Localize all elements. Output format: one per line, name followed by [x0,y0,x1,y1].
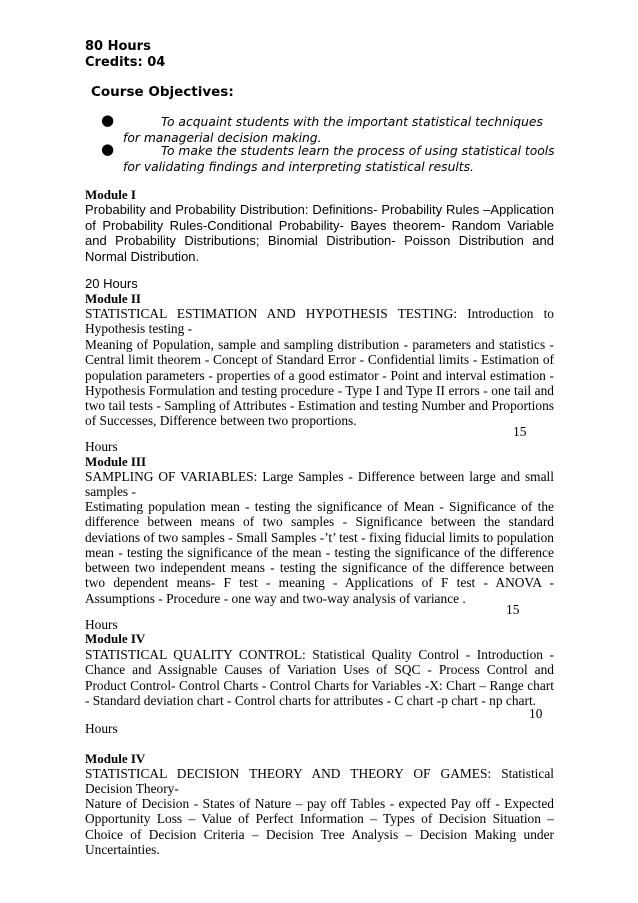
module-5-heading: STATISTICAL DECISION THEORY AND THEORY OF GAMES: Statistical Decision Theory- [85,766,554,797]
module-3-hours-number: 15 [506,602,520,617]
bullet-icon: ● [101,111,115,129]
total-hours: 80 Hours [85,39,151,54]
module-1-body: Probability and Probability Distribution: Definitions- Probability Rules –Application of Probability Rules-Conditional Probability- Bayes theorem- Random Variable and Probability Distributions; Binomial Distribution- Poisson Distribution and Normal Distribution. [85,202,554,264]
module-3-title: Module III [85,454,147,469]
course-objectives-title: Course Objectives: [91,84,234,100]
module-4-body: STATISTICAL QUALITY CONTROL: Statistical Quality Control - Introduction - Chance and Assignable Causes of Variation Uses of SQC - Process Control and Product Control- Control Charts - Control Charts for Variables -X: Chart – Range chart - Standard deviation chart - Control charts for attributes - C chart -p chart - np chart. [85,647,554,708]
objective-item: To acquaint students with the important statistical techniques for managerial decision making. [123,115,543,145]
objective-item: To make the students learn the process of using statistical tools for validating findings and interpreting statistical results. [123,144,555,174]
credits: Credits: 04 [85,55,166,70]
module-3-heading: SAMPLING OF VARIABLES: Large Samples - Difference between large and small samples - [85,469,554,500]
module-1-hours: 20 Hours [85,276,138,291]
module-4-title: Module IV [85,631,146,646]
module-1-title: Module I [85,187,136,202]
bullet-icon: ● [101,140,115,158]
module-2-hours-label: Hours [85,439,118,454]
module-2-title: Module II [85,291,141,306]
module-5-title: Module IV [85,751,146,766]
module-4-hours-number: 10 [529,706,543,721]
module-2-body: Meaning of Population, sample and sampling distribution - parameters and statistics - Central limit theorem - Concept of Standard Error - Confidential limits - Estimation of population parameters - properties of a good estimator - Point and interval estimation - Hypothesis Formulation and testing procedure - Type I and Type II errors - one tail and two tail tests - Sampling of Attributes - Estimation and testing Number and Proportions of Successes, Difference between two proportions. [85,337,554,429]
module-2-heading: STATISTICAL ESTIMATION AND HYPOTHESIS TESTING: Introduction to Hypothesis testing - [85,306,554,337]
module-3-body: Estimating population mean - testing the significance of Mean - Significance of the difference between means of two samples - Significance between the standard deviations of two samples - Small Samples -’t’ test - fixing fiducial limits to population mean - testing the significance of the mean - testing the significance of the difference between two independent means - testing the significance of the difference between two dependent means- F test - meaning - Applications of F test - ANOVA - Assumptions - Procedure - one way and two-way analysis of variance . [85,499,554,606]
module-5-body: Nature of Decision - States of Nature – pay off Tables - expected Pay off - Expected Opportunity Loss – Value of Perfect Information – Types of Decision Situation – Choice of Decision Criteria – Decision Tree Analysis – Decision Making under Uncertainties. [85,796,554,857]
module-3-hours-label: Hours [85,617,118,632]
module-4-hours-label: Hours [85,721,118,736]
module-2-hours-number: 15 [513,424,527,439]
